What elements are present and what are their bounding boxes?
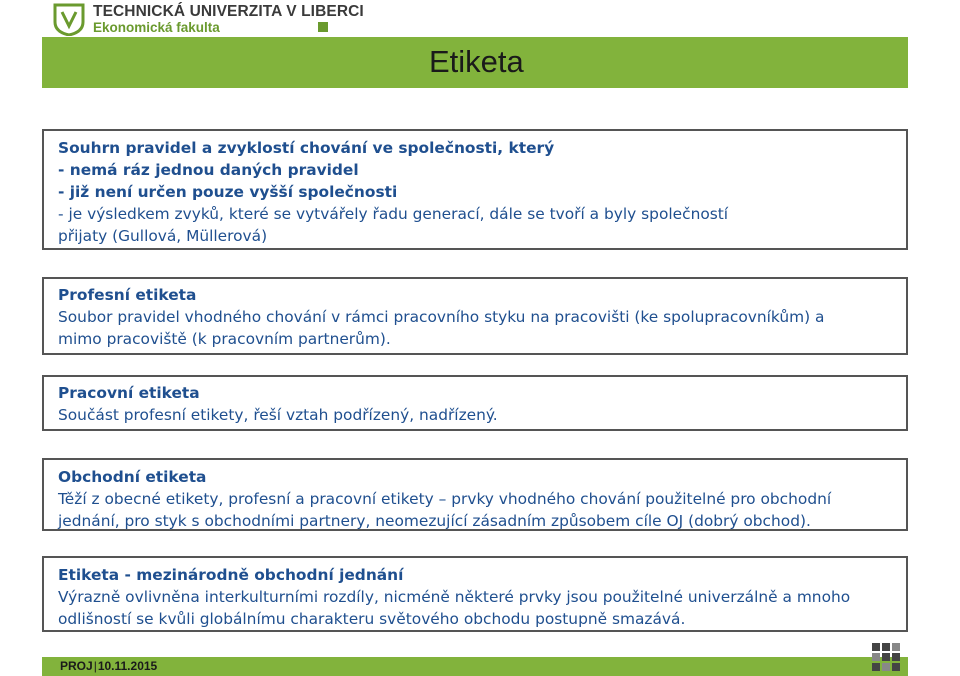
intro-line: - již není určen pouze vyšší společnosti bbox=[58, 183, 398, 201]
section-text: odlišností se kvůli globálnímu charakteru světového obchodu postupně smazává. bbox=[58, 610, 686, 628]
section-work-etiquette bbox=[42, 375, 908, 431]
footer-course: PROJ bbox=[60, 659, 93, 673]
faculty-name: Ekonomická fakulta bbox=[93, 20, 220, 35]
section-heading: Obchodní etiketa bbox=[58, 468, 207, 486]
section-professional-etiquette bbox=[42, 277, 908, 355]
section-text: mimo pracoviště (k pracovním partnerům). bbox=[58, 330, 391, 348]
intro-line: Souhrn pravidel a zvyklostí chování ve společnosti, který bbox=[58, 139, 555, 157]
footer-date: 10.11.2015 bbox=[97, 659, 158, 673]
section-text: Soubor pravidel vhodného chování v rámci pracovního styku na pracovišti (ke spolupracovníkům) a bbox=[58, 308, 825, 326]
footer-bar bbox=[42, 657, 908, 676]
section-text: Součást profesní etikety, řeší vztah podřízený, nadřízený. bbox=[58, 406, 498, 424]
page-title: Etiketa bbox=[429, 44, 524, 79]
footer-separator: | bbox=[93, 659, 97, 673]
university-name: TECHNICKÁ UNIVERZITA V LIBERCI bbox=[93, 3, 364, 20]
section-text: Těží z obecné etikety, profesní a pracovní etikety – prvky vhodného chování použitelné pro obchodní bbox=[58, 490, 832, 508]
university-logo-icon bbox=[52, 2, 86, 36]
header-accent-square bbox=[318, 22, 328, 32]
section-text: Výrazně ovlivněna interkulturními rozdíly, nicméně některé prvky jsou použitelné univerzálně a mnoho bbox=[58, 588, 851, 606]
section-international-business-etiquette bbox=[42, 556, 908, 632]
grid-logo-icon bbox=[872, 643, 902, 673]
section-heading: Etiketa - mezinárodně obchodní jednání bbox=[58, 566, 404, 584]
footer-info bbox=[60, 659, 157, 673]
section-heading: Pracovní etiketa bbox=[58, 384, 200, 402]
intro-line: přijaty (Gullová, Müllerová) bbox=[58, 227, 268, 245]
section-heading: Profesní etiketa bbox=[58, 286, 197, 304]
section-text: jednání, pro styk s obchodními partnery, neomezující zásadním způsobem cíle OJ (dobrý obchod). bbox=[58, 512, 811, 530]
intro-box bbox=[42, 129, 908, 250]
intro-line: - nemá ráz jednou daných pravidel bbox=[58, 161, 359, 179]
section-business-etiquette bbox=[42, 458, 908, 531]
intro-line: - je výsledkem zvyků, které se vytvářely řadu generací, dále se tvoří a byly společností bbox=[58, 205, 729, 223]
